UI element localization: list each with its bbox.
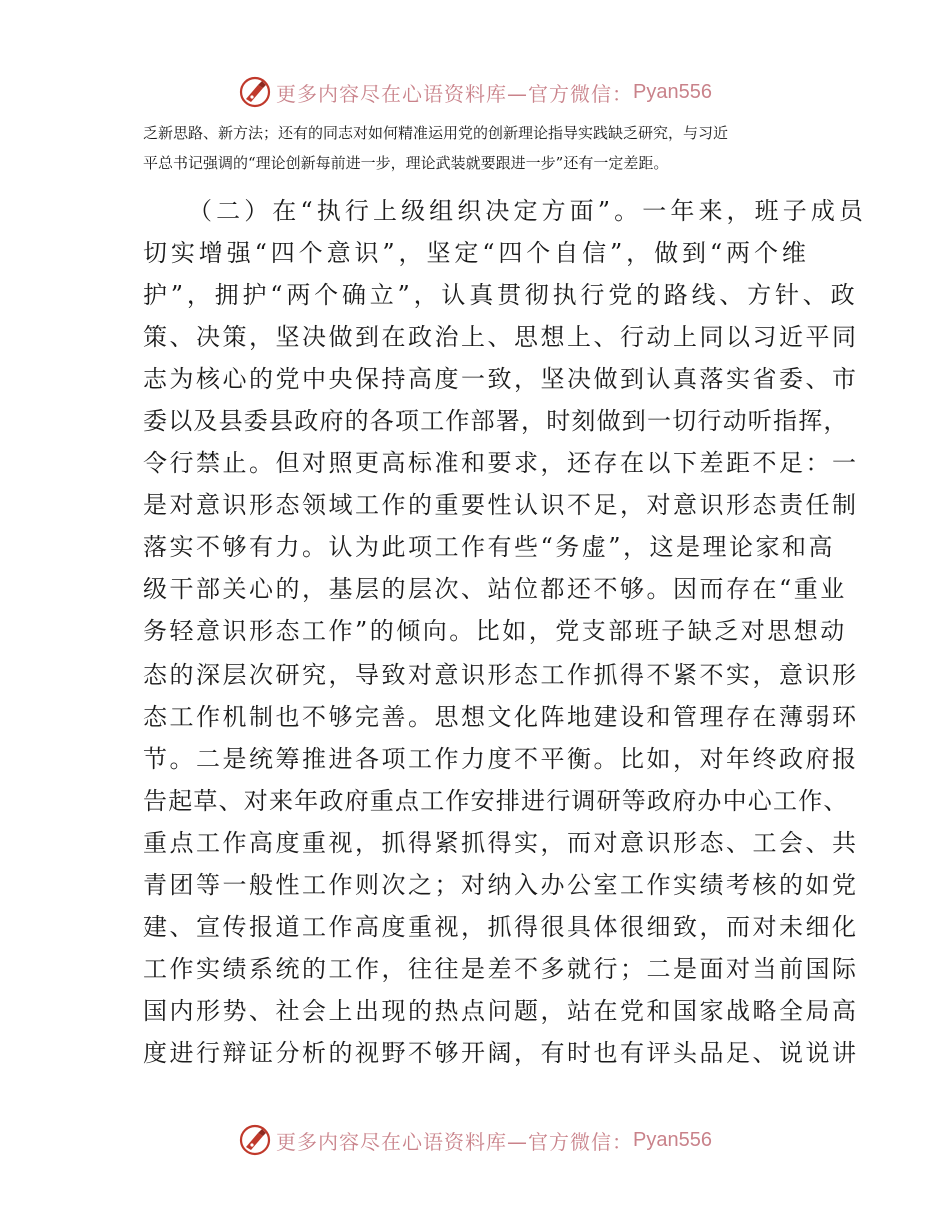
text-line: （二）在“执行上级组织决定方面”。一年来，班子成员 <box>188 197 868 225</box>
text-line: 是对意识形态领域工作的重要性认识不足，对意识形态责任制 <box>143 491 859 519</box>
footer-watermark-banner <box>0 1120 950 1160</box>
intro-paragraph <box>143 118 833 178</box>
text-line: 切实增强“四个意识”，坚定“四个自信”，做到“两个维 <box>143 239 810 267</box>
text-line: 建、宣传报道工作高度重视，抓得很具体很细致，而对未细化 <box>143 913 859 941</box>
text-line: 委以及县委县政府的各项工作部署，时刻做到一切行动听指挥， <box>143 407 849 435</box>
text-line: 态工作机制也不够完善。思想文化阵地建设和管理存在薄弱环 <box>143 703 859 731</box>
text-line: 态的深层次研究，导致对意识形态工作抓得不紧不实，意识形 <box>143 661 859 689</box>
text-line: 令行禁止。但对照更高标准和要求，还存在以下差距不足：一 <box>143 449 859 477</box>
banner-text: 更多内容尽在心语资料库—官方微信： <box>276 81 634 106</box>
pen-nib-logo-icon <box>238 1123 272 1157</box>
text-line: 乏新思路、新方法；还有的同志对如何精准运用党的创新理论指导实践缺乏研究，与习近 <box>143 124 729 142</box>
text-line: 落实不够有力。认为此项工作有些“务虚”，这是理论家和高 <box>143 533 836 561</box>
text-line: 青团等一般性工作则次之；对纳入办公室工作实绩考核的如党 <box>143 871 859 899</box>
text-line: 策、决策，坚决做到在政治上、思想上、行动上同以习近平同 <box>143 323 859 351</box>
main-paragraph <box>143 190 868 1074</box>
text-line: 志为核心的党中央保持高度一致，坚决做到认真落实省委、市 <box>143 365 859 393</box>
pen-nib-logo-icon <box>238 75 272 109</box>
banner-text: 更多内容尽在心语资料库—官方微信： <box>276 1129 634 1154</box>
text-line: 节。二是统筹推进各项工作力度不平衡。比如，对年终政府报 <box>143 745 859 773</box>
text-line: 重点工作高度重视，抓得紧抓得实，而对意识形态、工会、共 <box>143 829 859 857</box>
banner-wechat-id: Pyan556 <box>633 1128 712 1151</box>
text-line: 国内形势、社会上出现的热点问题，站在党和国家战略全局高 <box>143 997 859 1025</box>
text-line: 度进行辩证分析的视野不够开阔，有时也有评头品足、说说讲 <box>143 1039 859 1067</box>
text-line: 告起草、对来年政府重点工作安排进行调研等政府办中心工作、 <box>143 787 849 815</box>
text-line: 护”，拥护“两个确立”，认真贯彻执行党的路线、方针、政 <box>143 281 859 309</box>
text-line: 级干部关心的，基层的层次、站位都还不够。因而存在“重业 <box>143 575 847 603</box>
text-line: 务轻意识形态工作”的倾向。比如，党支部班子缺乏对思想动 <box>143 617 847 645</box>
header-watermark-banner <box>0 72 950 112</box>
banner-wechat-id: Pyan556 <box>633 80 712 103</box>
text-line: 工作实绩系统的工作，往往是差不多就行；二是面对当前国际 <box>143 955 859 983</box>
text-line: 平总书记强调的“理论创新每前进一步，理论武装就要跟进一步”还有一定差距。 <box>143 154 669 172</box>
